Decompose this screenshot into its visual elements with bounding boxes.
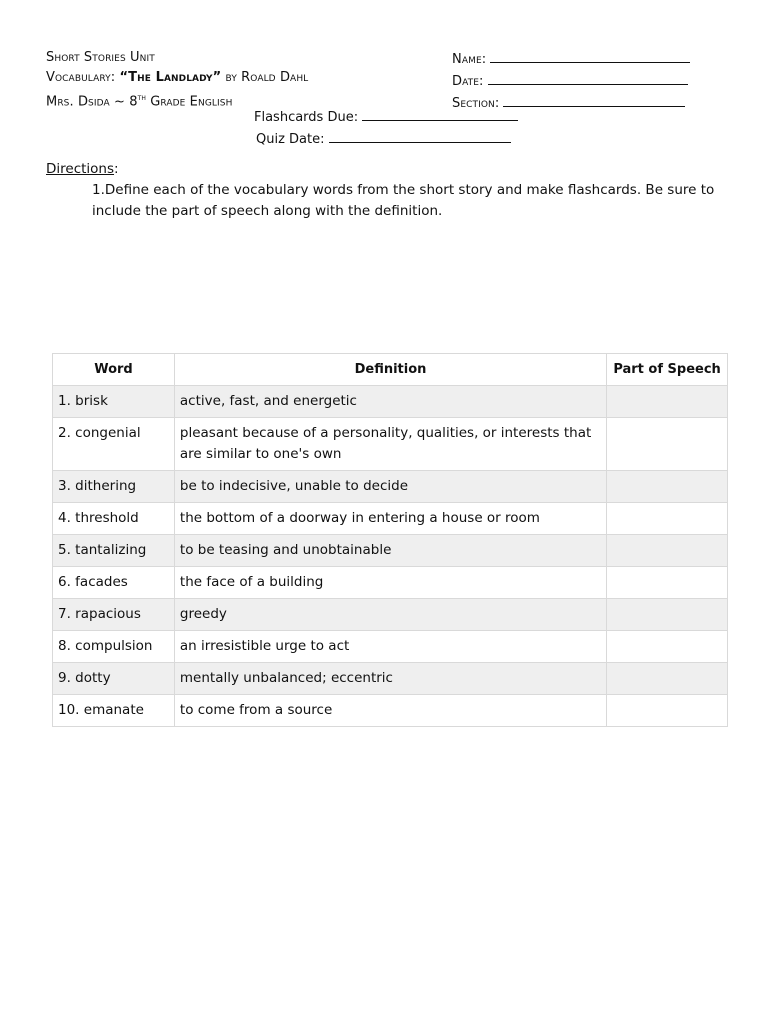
vocab-prefix: Vocabulary:	[46, 70, 120, 85]
table-row	[53, 695, 728, 727]
table-row	[53, 631, 728, 663]
part-of-speech-cell[interactable]	[607, 386, 728, 418]
word-cell: 4. threshold	[53, 503, 175, 535]
definition-cell: the face of a building	[174, 567, 606, 599]
table-row	[53, 471, 728, 503]
part-of-speech-cell[interactable]	[607, 599, 728, 631]
directions-title: Directions	[46, 161, 115, 177]
grade-superscript: th	[137, 93, 146, 102]
header-part-of-speech: Part of Speech	[607, 354, 728, 386]
quiz-label: Quiz Date:	[256, 132, 325, 147]
vocab-line	[46, 68, 308, 88]
teacher-text: Mrs. Dsida ~ 8	[46, 94, 138, 110]
word-cell: 9. dotty	[53, 663, 175, 695]
table-row	[53, 599, 728, 631]
word-cell: 3. dithering	[53, 471, 175, 503]
word-cell: 2. congenial	[53, 418, 175, 471]
due-dates-block	[254, 106, 518, 150]
definition-cell: mentally unbalanced; eccentric	[174, 663, 606, 695]
part-of-speech-cell[interactable]	[607, 663, 728, 695]
part-of-speech-cell[interactable]	[607, 567, 728, 599]
directions-heading	[46, 159, 736, 180]
date-blank[interactable]	[488, 70, 688, 85]
definition-cell: active, fast, and energetic	[174, 386, 606, 418]
definition-cell: to be teasing and unobtainable	[174, 535, 606, 567]
table-row	[53, 418, 728, 471]
part-of-speech-cell[interactable]	[607, 503, 728, 535]
table-row	[53, 663, 728, 695]
flashcards-blank[interactable]	[362, 106, 518, 121]
part-of-speech-cell[interactable]	[607, 471, 728, 503]
word-cell: 8. compulsion	[53, 631, 175, 663]
word-cell: 7. rapacious	[53, 599, 175, 631]
date-row	[452, 70, 690, 92]
name-blank[interactable]	[490, 48, 690, 63]
word-cell: 6. facades	[53, 567, 175, 599]
definition-cell: be to indecisive, unable to decide	[174, 471, 606, 503]
section-label: Section:	[452, 96, 500, 111]
part-of-speech-cell[interactable]	[607, 631, 728, 663]
table-header-row	[53, 354, 728, 386]
definition-cell: greedy	[174, 599, 606, 631]
table-row	[53, 386, 728, 418]
part-of-speech-cell[interactable]	[607, 535, 728, 567]
name-row	[452, 48, 690, 70]
part-of-speech-cell[interactable]	[607, 418, 728, 471]
grade-text: Grade English	[145, 94, 233, 110]
quiz-blank[interactable]	[329, 128, 511, 143]
definition-cell: an irresistible urge to act	[174, 631, 606, 663]
directions-section	[46, 159, 736, 222]
word-cell: 10. emanate	[53, 695, 175, 727]
table-row	[53, 503, 728, 535]
header-left-block	[46, 48, 308, 112]
word-cell: 5. tantalizing	[53, 535, 175, 567]
name-label: Name:	[452, 52, 487, 67]
directions-item-1: 1.Define each of the vocabulary words from the short story and make flashcards. Be sure to include the part of speech along with the definition.	[92, 182, 715, 219]
header-definition: Definition	[174, 354, 606, 386]
header-word: Word	[53, 354, 175, 386]
header-right-block	[452, 48, 690, 114]
flashcards-row	[254, 106, 518, 128]
quiz-row	[256, 128, 518, 150]
section-blank[interactable]	[503, 92, 685, 107]
part-of-speech-cell[interactable]	[607, 695, 728, 727]
unit-title: Short Stories Unit	[46, 50, 155, 65]
date-label: Date:	[452, 74, 484, 89]
definition-cell: pleasant because of a personality, qualities, or interests that are similar to one's own	[174, 418, 606, 471]
table-row	[53, 567, 728, 599]
flashcards-label: Flashcards Due:	[254, 110, 359, 125]
word-cell: 1. brisk	[53, 386, 175, 418]
story-title: “The Landlady”	[119, 70, 222, 85]
definition-cell: to come from a source	[174, 695, 606, 727]
author-text: by Roald Dahl	[221, 70, 309, 85]
directions-colon: :	[114, 161, 119, 177]
definition-cell: the bottom of a doorway in entering a house or room	[174, 503, 606, 535]
vocab-table	[52, 353, 728, 727]
table-row	[53, 535, 728, 567]
